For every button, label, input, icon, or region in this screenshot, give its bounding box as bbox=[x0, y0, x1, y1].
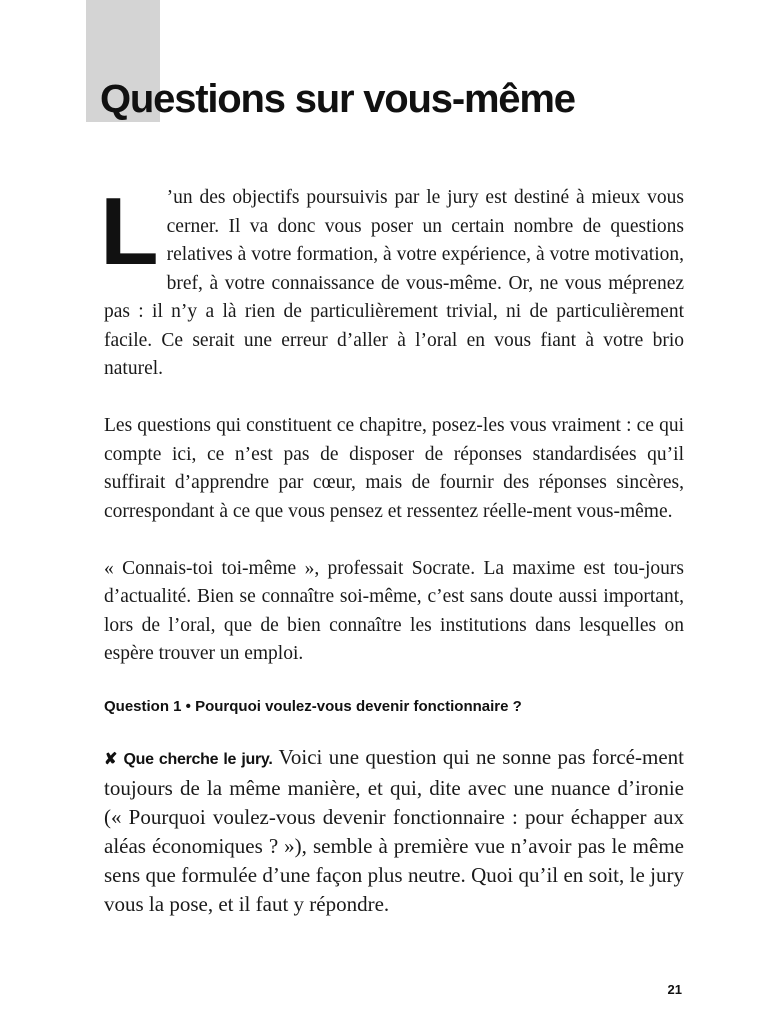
question-heading: Question 1 • Pourquoi voulez-vous devenir fonctionnaire ? bbox=[104, 698, 522, 715]
question-answer-paragraph bbox=[104, 743, 684, 919]
page-content bbox=[100, 178, 684, 919]
cross-mark-icon: ✘ bbox=[104, 751, 118, 768]
paragraph-questions-chapter: Les questions qui constituent ce chapitre, posez-les vous vraiment : ce qui compte ici, ce n’est pas de disposer de réponses standardisées qu’il suffirait d’apprendre par cœur, mais de fournir des réponses sincères, correspondant à ce que vous pensez et ressentez réelle-ment vous-même. bbox=[104, 415, 684, 522]
drop-cap: L bbox=[100, 178, 159, 285]
chapter-title: Questions sur vous-même bbox=[100, 77, 575, 121]
answer-text: Voici une question qui ne sonne pas forcé-ment toujours de la même manière, et qui, dite avec une nuance d’ironie (« Pourquoi voulez-vous devenir fonctionnaire : pour échapper aux aléas économiques ? »), semble à première vue n’avoir pas le même sens que formulée d’une façon plus neutre. Quoi qu’il en soit, le jury vous la pose, et il faut y répondre. bbox=[104, 745, 684, 916]
intro-paragraph bbox=[100, 178, 684, 384]
intro-text: ’un des objectifs poursuivis par le jury est destiné à mieux vous cerner. Il va donc vous poser un certain nombre de questions relatives à votre formation, à votre expérience, à votre motivation, bref, à votre connaissance de vous-même. Or, ne vous méprenez pas : il n’y a là rien de particulièrement trivial, ni de particulièrement facile. Ce serait une erreur d’aller à l’oral en vous fiant à votre brio naturel. bbox=[104, 187, 684, 379]
answer-lead-label: Que cherche le jury. bbox=[123, 751, 273, 768]
page-number: 21 bbox=[667, 982, 682, 997]
paragraph-socrate: « Connais-toi toi-même », professait Socrate. La maxime est tou-jours d’actualité. Bien se connaître soi-même, c’est sans doute aussi important, lors de l’oral, que de bien connaître les institutions dans lesquelles on espère trouver un emploi. bbox=[104, 557, 684, 664]
